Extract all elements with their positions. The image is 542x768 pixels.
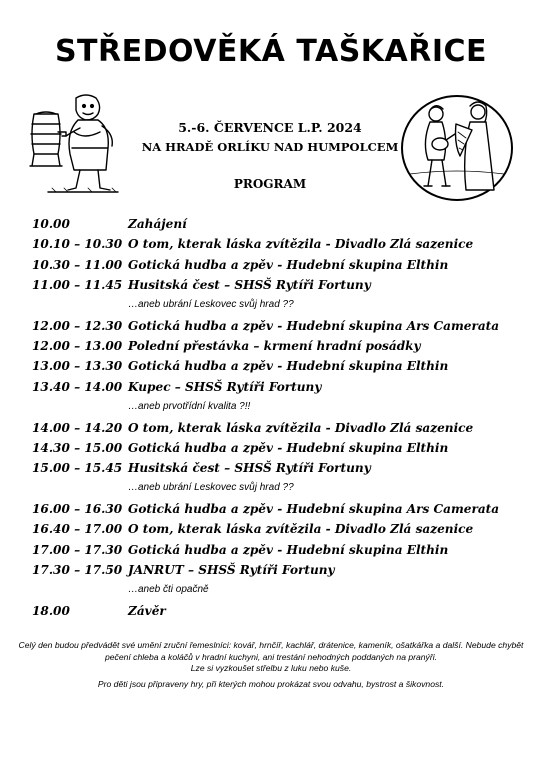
schedule-event: Husitská čest – SHSŠ Rytíři Fortuny (128, 277, 371, 292)
schedule-row (32, 438, 532, 458)
schedule-time: 16.40 – 17.00 (32, 522, 123, 537)
schedule-row (32, 255, 532, 275)
schedule-row (32, 519, 532, 539)
footer-children-text: Pro děti jsou připraveny hry, při kterých mohou prokázat svou odvahu, bystrost a šikovnost. (97, 678, 445, 689)
schedule-time: 10.10 – 10.30 (32, 237, 123, 252)
schedule-time: 18.00 (32, 603, 70, 618)
schedule-event: O tom, kterak láska zvítězila - Divadlo Zlá sazenice (128, 420, 474, 435)
event-date: 5.-6. ČERVENCE L.P. 2024 (178, 120, 362, 135)
schedule-row (32, 540, 532, 560)
schedule-row (32, 214, 532, 234)
schedule-time: 16.00 – 16.30 (32, 502, 123, 517)
schedule-row (32, 234, 532, 254)
schedule-row (32, 418, 532, 438)
footer-archery-text: Lze si vyzkoušet střelbu z luku nebo kuše. (190, 663, 352, 673)
schedule-time: 13.00 – 13.30 (32, 359, 123, 374)
schedule-time: 17.30 – 17.50 (32, 562, 123, 577)
schedule-event: Gotická hudba a zpěv - Hudební skupina Elthin (128, 359, 449, 374)
program-schedule (32, 214, 532, 621)
schedule-time: 14.30 – 15.00 (32, 440, 123, 455)
schedule-time: 11.00 – 11.45 (32, 277, 123, 292)
schedule-note: …aneb ubrání Leskovec svůj hrad ?? (128, 299, 294, 311)
schedule-row (32, 316, 532, 336)
schedule-event: Závěr (128, 603, 166, 618)
schedule-event: Kupec – SHSŠ Rytíři Fortuny (128, 379, 322, 394)
footer-notes (18, 640, 524, 690)
schedule-row (32, 458, 532, 478)
program-heading: PROGRAM (233, 177, 307, 191)
schedule-time: 13.40 – 14.00 (32, 379, 123, 394)
schedule-event: O tom, kterak láska zvítězila - Divadlo Zlá sazenice (128, 237, 474, 252)
schedule-time: 17.00 – 17.30 (32, 542, 123, 557)
schedule-event: Gotická hudba a zpěv - Hudební skupina Ars Camerata (128, 318, 500, 333)
schedule-note: …aneb ubrání Leskovec svůj hrad ?? (128, 482, 294, 494)
schedule-row (32, 336, 532, 356)
footer-crafts-text: Celý den budou předvádět své umění zruční řemeslníci: kovář, hrnčíř, kachlář, drátenice, kameník, ošatkářka a další. Nebude chybět pečení chleba a koláčů v hradní kuchyni, ani trestání nehodných poddaných na pranýři. (18, 640, 524, 662)
schedule-event: Zahájení (128, 217, 187, 231)
schedule-note: …aneb prvotřídní kvalita ?!! (128, 400, 251, 412)
schedule-row (32, 560, 532, 580)
schedule-event: JANRUT – SHSŠ Rytíři Fortuny (128, 562, 335, 577)
schedule-time: 14.00 – 14.20 (32, 420, 123, 435)
schedule-event: Gotická hudba a zpěv - Hudební skupina Ars Camerata (128, 502, 500, 517)
schedule-event: Gotická hudba a zpěv - Hudební skupina Elthin (128, 542, 449, 557)
schedule-time: 12.00 – 12.30 (32, 318, 123, 333)
schedule-time: 15.00 – 15.45 (32, 461, 123, 476)
event-location: NA HRADĚ ORLÍKU NAD HUMPOLCEM (141, 140, 399, 154)
schedule-event: O tom, kterak láska zvítězila - Divadlo Zlá sazenice (128, 522, 474, 537)
schedule-row (32, 601, 532, 621)
schedule-row (32, 499, 532, 519)
schedule-row (32, 377, 532, 397)
schedule-event: Husitská čest – SHSŠ Rytíři Fortuny (128, 461, 371, 476)
schedule-time: 10.00 (32, 217, 70, 231)
page-title: STŘEDOVĚKÁ TAŠKAŘICE (54, 34, 488, 69)
schedule-row (32, 275, 532, 295)
schedule-event: Gotická hudba a zpěv - Hudební skupina Elthin (128, 440, 449, 455)
schedule-event: Gotická hudba a zpěv - Hudební skupina Elthin (128, 257, 449, 272)
schedule-time: 12.00 – 13.00 (32, 339, 123, 354)
schedule-event: Polední přestávka – krmení hradní posádky (128, 339, 421, 354)
schedule-note: …aneb čti opačně (128, 584, 209, 596)
schedule-row (32, 356, 532, 376)
schedule-time: 10.30 – 11.00 (32, 257, 123, 272)
